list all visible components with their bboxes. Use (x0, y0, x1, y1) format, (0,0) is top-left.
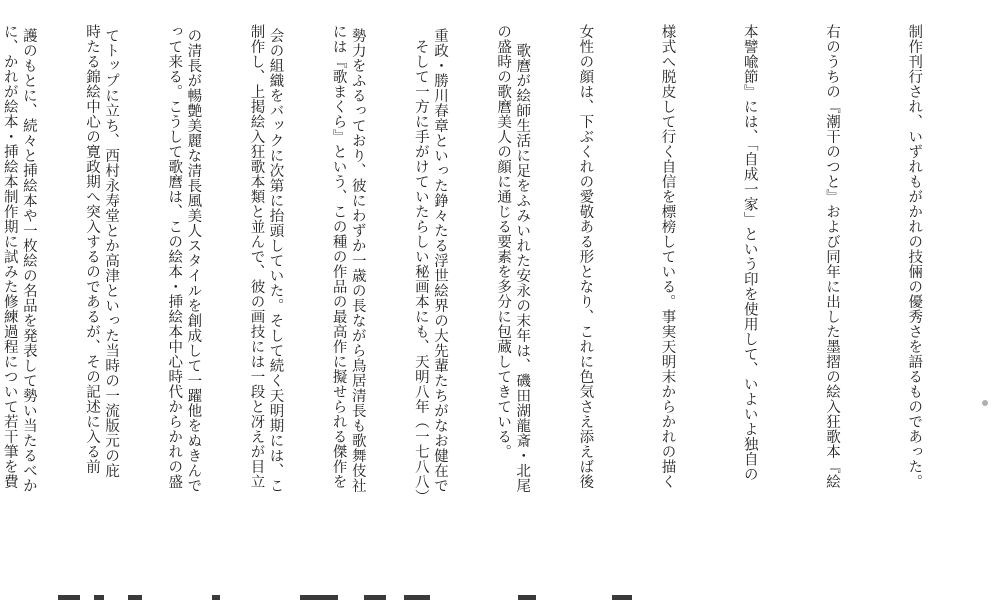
text-fragment (364, 595, 386, 600)
text-line: 様式へ脱皮して行く自信を標榜している。事実天明末からかれの描く (659, 24, 676, 489)
text-line: 重政・勝川春章といった錚々たる浮世絵界の大先輩たちがなお健在で (431, 28, 448, 493)
text-line: の盛時の歌麿美人の顔に通じる要素を多分に包蔵してきている。 (495, 24, 512, 459)
text-fragment (300, 595, 338, 600)
text-line: の清長が暢艶美麗な清長風美人スタイルを創成して一躍他をぬきんで (185, 28, 202, 493)
text-line: に、かれが絵本・挿絵本制作期に試みた修練過程について若干筆を費 (1, 24, 18, 489)
text-fragment (58, 595, 80, 600)
text-block-left (0, 28, 590, 588)
text-line: 制作し、上掲絵入狂歌本類と並んで、彼の画技には一段と冴えが目立 (248, 24, 265, 489)
text-line: には『歌まくら』という、この種の作品の最高作に擬せられる傑作を (330, 24, 347, 489)
text-line: 会の組織をバックに次第に抬頭していた。そして続く天明期には、こ (267, 28, 284, 493)
text-fragment (518, 595, 536, 600)
text-line: 女性の顔は、下ぶくれの愛敬ある形となり、これに色気さえ添えば後 (577, 24, 594, 489)
text-line: 護のもとに、続々と挿絵本や一枚絵の名品を発表して勢い当たるべか (20, 28, 37, 493)
text-fragment (94, 595, 104, 600)
text-fragment (404, 595, 430, 600)
cut-off-next-line (0, 592, 1000, 600)
text-fragment (128, 595, 142, 600)
scan-speck (982, 400, 988, 406)
text-line: 本譬喩節』には、「自成一家」という印を使用して、いよいよ独自の (741, 24, 758, 482)
text-line: てトップに立ち、西村永寿堂とか高津といった当時の一流版元の庇 (103, 28, 120, 478)
text-line: 制作刊行され、いずれもがかれの技倆の優秀さを語るものであった。 (906, 24, 923, 489)
text-fragment (212, 595, 220, 600)
text-line: 勢力をふるっており、彼にわずか一歳の長ながら鳥居清長も歌舞伎社 (349, 28, 366, 493)
text-line: って来る。こうして歌麿は、この絵本・挿絵本中心時代からかれの盛 (166, 24, 183, 489)
text-line: 右のうちの『潮干のつと』および同年に出した墨摺の絵入狂歌本『絵 (823, 24, 840, 489)
text-line: そして一方に手がけていたらしい秘画本にも、天明八年（一七八八） (412, 24, 429, 504)
text-line: 歌麿が絵師生活に足をふみいれた安永の末年は、磯田湖龍斎・北尾 (514, 28, 531, 493)
text-fragment (612, 595, 632, 600)
text-line: 時たる錦絵中心の寛政期へ突入するのであるが、その記述に入る前 (84, 24, 100, 474)
